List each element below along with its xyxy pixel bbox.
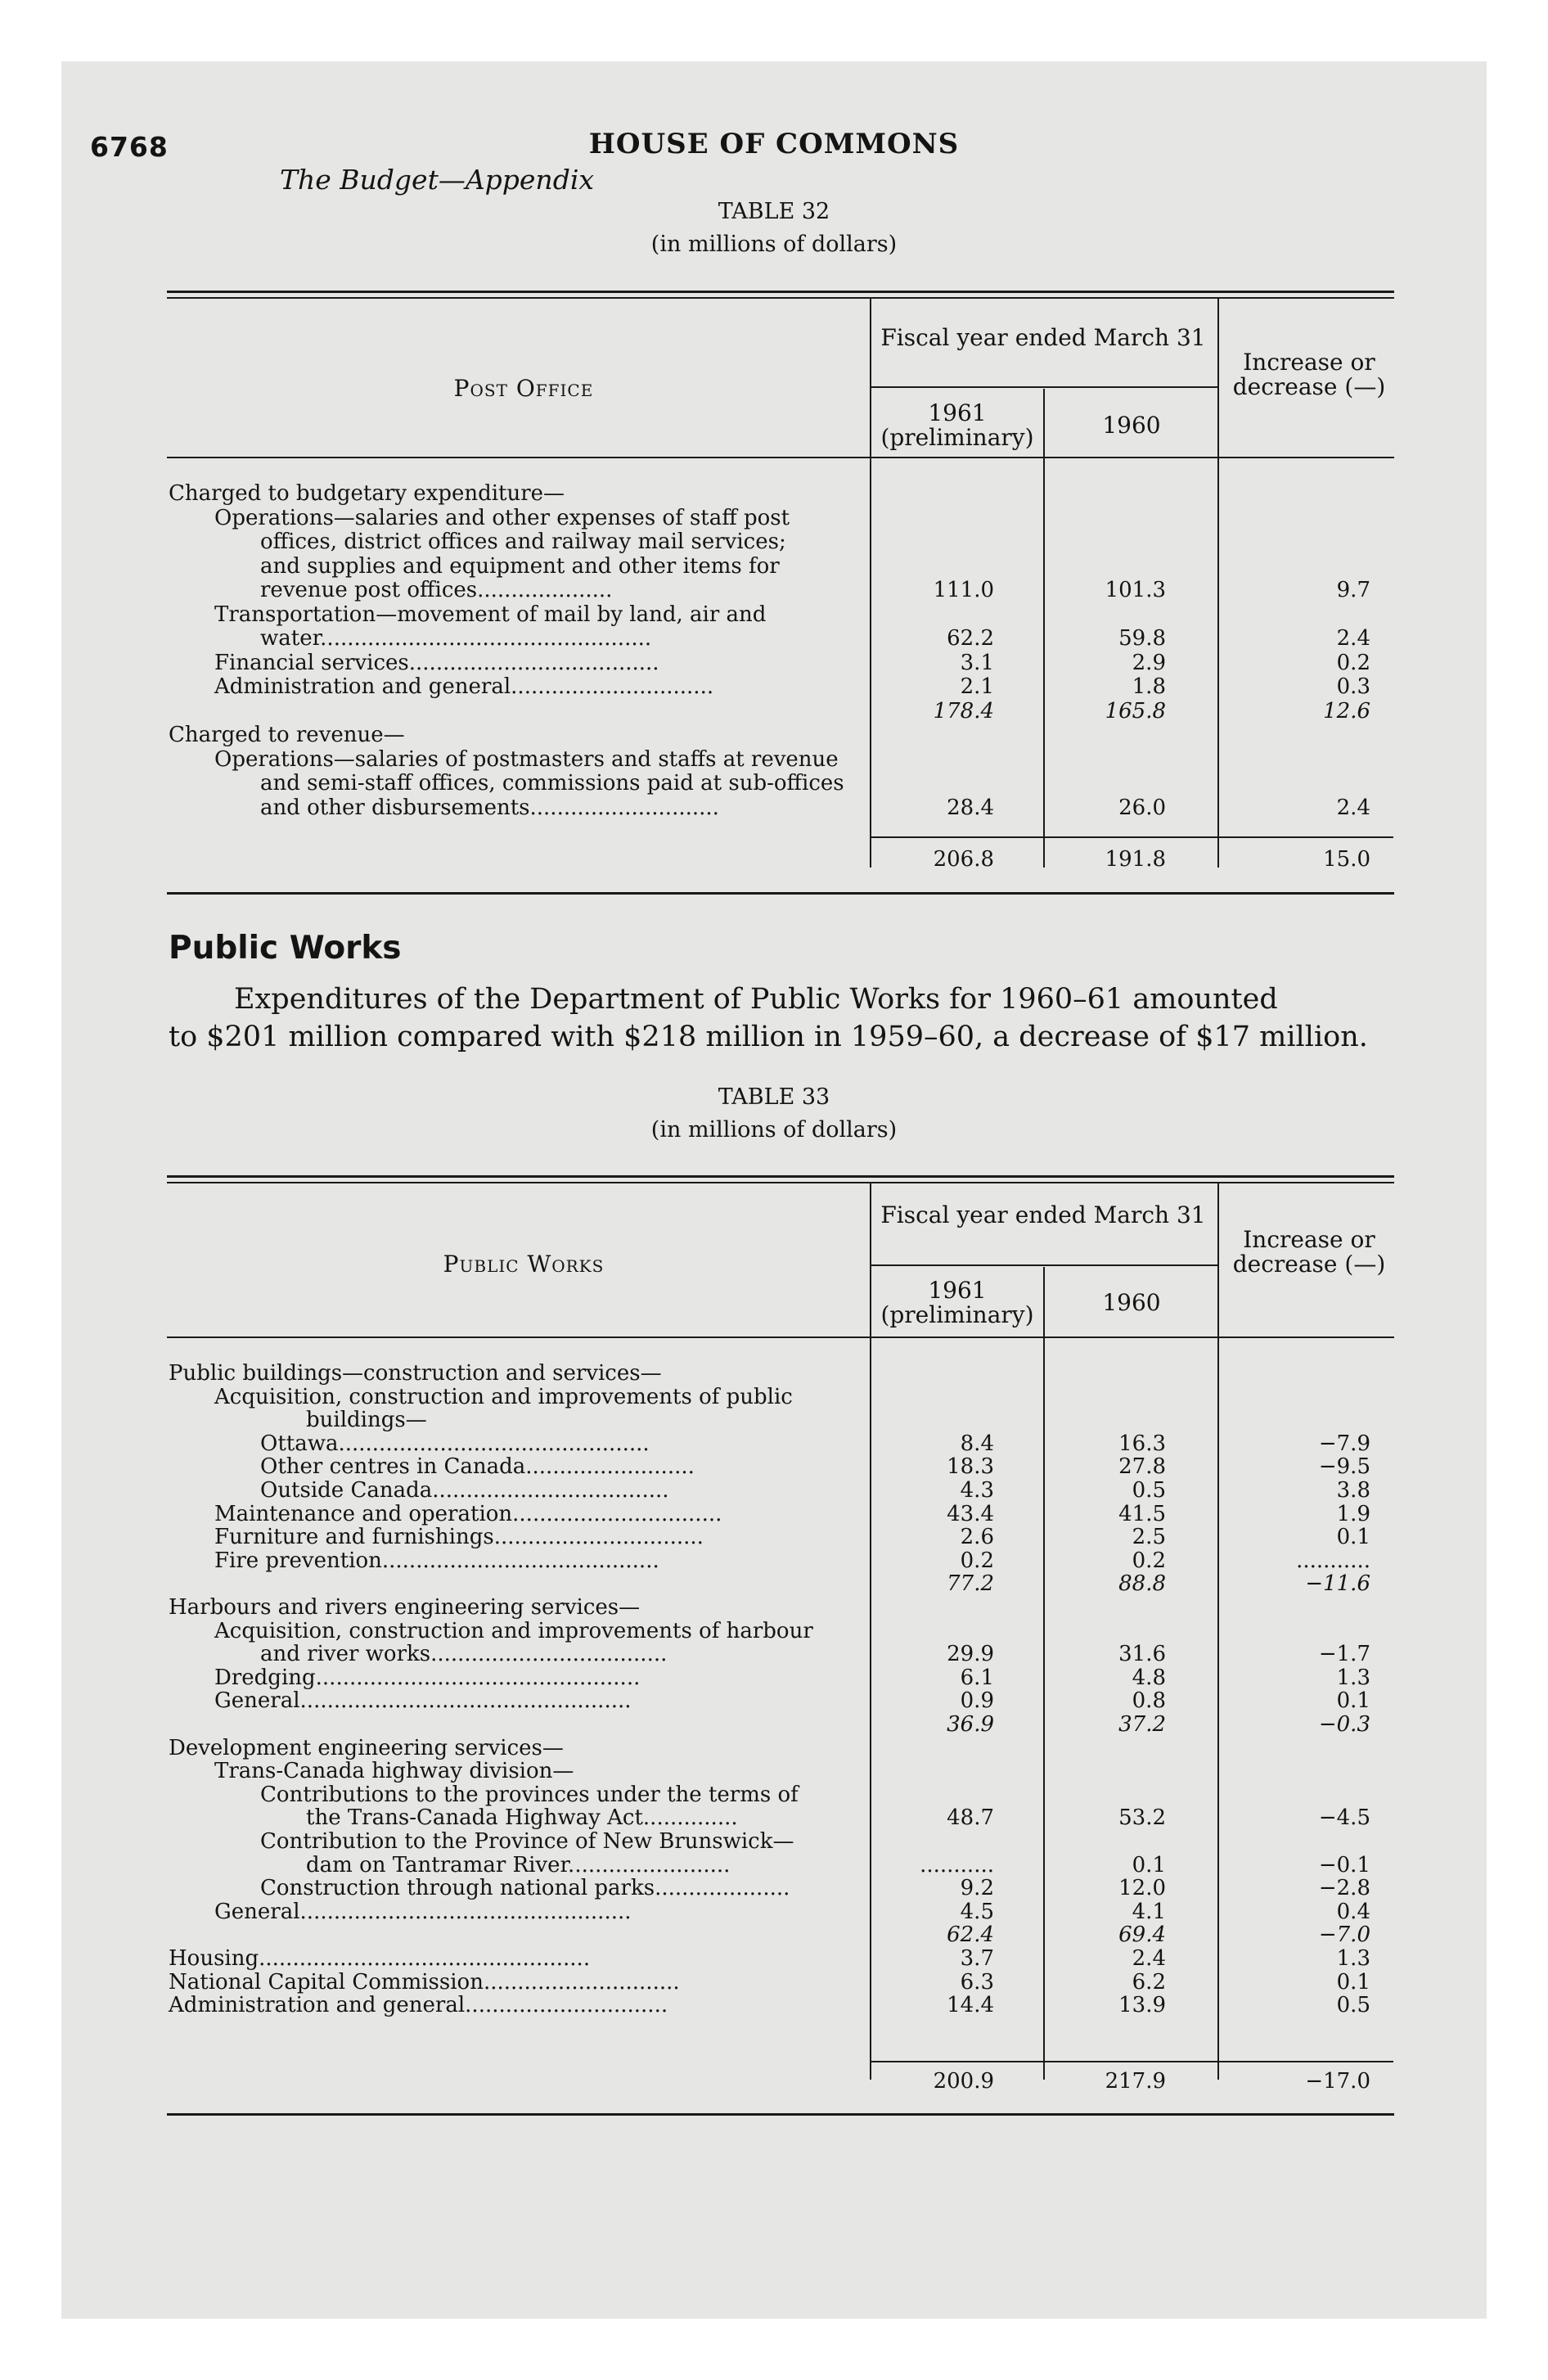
table32-cell-v1960: 101.3 [1105,578,1166,602]
table32-top-rule [167,291,1394,293]
table33-cell-v1961: 48.7 [947,1805,994,1831]
table33-cell-change: −9.5 [1318,1454,1370,1480]
table33-cell-change: −4.5 [1318,1805,1370,1831]
table33-cell-v1961: 29.9 [947,1642,994,1667]
table33-cell-v1961: 43.4 [947,1501,994,1526]
table33-cell-v1960: 88.8 [1118,1571,1166,1597]
table33-total-1960: 217.9 [1105,2069,1166,2094]
table32-cell-change: 9.7 [1336,578,1370,602]
section-paragraph-line2: to $201 million compared with $218 million in 1959–60, a decrease of $17 million. [169,1021,1368,1053]
table33-cell-change: −0.1 [1318,1852,1370,1877]
table33-cell-change: 0.5 [1336,1993,1370,2018]
running-head: The Budget—Appendix [280,164,594,196]
table32-row-label: Operations—salaries and other expenses of staff post [214,505,790,530]
table32-stub-header: Post Office [453,375,594,402]
table33-row-label: Other centres in Canada......................... [260,1454,695,1480]
table33-cell-v1961: 9.2 [960,1876,994,1901]
table33-cell-v1961: 8.4 [960,1431,994,1456]
table32-divider-3 [1217,299,1219,868]
table32-col-change: Increase or decrease (—) [1232,349,1386,400]
table33-cell-v1961: 6.1 [960,1665,994,1690]
table32-cell-change: 2.4 [1336,626,1370,651]
table32-row-label: Administration and general.............................. [214,674,714,699]
table33-cell-v1960: 13.9 [1118,1993,1166,2018]
table33-cell-v1961: 6.3 [960,1969,994,1995]
table33-row-label: Fire prevention......................................... [214,1548,659,1573]
table33-cell-change: −1.7 [1318,1642,1370,1667]
table33-cell-v1960: 16.3 [1118,1431,1166,1456]
table33-divider-3 [1217,1183,1219,2080]
table33-top-rule [167,1175,1394,1178]
table33-row-label: buildings— [306,1408,427,1433]
table33-cell-change: −0.3 [1318,1712,1370,1737]
table33-cell-v1961: 18.3 [947,1454,994,1480]
table32-col-1961: 1961 (preliminary) [880,399,1034,451]
table33-cell-v1961: 62.4 [947,1922,994,1948]
table32-row-label: Charged to revenue— [169,723,405,747]
table33-row-label: and river works................................... [260,1642,668,1667]
table33-cell-change: 0.1 [1336,1688,1370,1714]
table33-caption: TABLE 33 [718,1084,830,1110]
table33-cell-change: −7.9 [1318,1431,1370,1456]
table33-total-1961: 200.9 [933,2069,994,2094]
table33-row-label: Dredging................................................ [214,1665,641,1690]
table32-row-label: and other disbursements............................ [260,795,719,820]
table32-total-1960: 191.8 [1105,847,1166,872]
table33-cell-v1960: 2.4 [1132,1946,1166,1971]
table33-cell-v1960: 0.1 [1132,1852,1166,1877]
table32-row-label: Transportation—movement of mail by land, air and [214,602,767,627]
table33-cell-v1960: 37.2 [1118,1712,1166,1737]
table33-cell-v1960: 31.6 [1118,1642,1166,1667]
table33-cell-change: 0.4 [1336,1899,1370,1924]
table32-cell-v1960: 2.9 [1132,650,1166,675]
table32-row-label: and semi-staff offices, commissions paid at sub-offices [260,771,844,796]
table33-cell-change: −7.0 [1318,1922,1370,1948]
table33-cell-v1961: ........... [920,1852,994,1877]
table32-caption: TABLE 32 [718,199,830,224]
section-heading: Public Works [169,930,402,967]
table33-cell-change: 3.8 [1336,1478,1370,1503]
table33-cell-change: ........... [1296,1548,1370,1573]
table33-cell-v1961: 2.6 [960,1525,994,1550]
table33-cell-change: 1.3 [1336,1946,1370,1971]
section-paragraph-line1: Expenditures of the Department of Public Works for 1960–61 amounted [234,983,1278,1016]
table32-header-rule [167,457,1394,458]
table32-col-group: Fiscal year ended March 31 [880,324,1206,351]
table33-row-label: Furniture and furnishings............................... [214,1525,704,1550]
table33-row-label: Acquisition, construction and improvements of public [214,1384,793,1409]
table32-bottom-rule [167,892,1394,895]
table33-units: (in millions of dollars) [650,1117,898,1143]
table33-row-label: Construction through national parks.................... [260,1876,790,1901]
table33-row-label: Outside Canada................................... [260,1478,669,1503]
table33-cell-v1960: 0.2 [1132,1548,1166,1573]
table33-row-label: Administration and general.............................. [169,1993,668,2018]
table33-cell-change: −11.6 [1305,1571,1370,1597]
table33-row-label: General................................................. [214,1688,632,1714]
table33-row-label: Maintenance and operation............................... [214,1501,722,1526]
table33-cell-v1960: 0.8 [1132,1688,1166,1714]
table32-cell-change: 0.2 [1336,650,1370,675]
table33-cell-change: −2.8 [1318,1876,1370,1901]
table33-cell-v1960: 2.5 [1132,1525,1166,1550]
table32-cell-v1960: 1.8 [1132,674,1166,699]
table32-cell-v1960: 26.0 [1118,795,1166,820]
table33-cell-v1961: 3.7 [960,1946,994,1971]
table32-row-label: Financial services..................................... [214,650,659,675]
table33-row-label: the Trans-Canada Highway Act.............. [306,1805,738,1831]
page-title: HOUSE OF COMMONS [588,128,960,160]
table33-row-label: Harbours and rivers engineering services— [169,1595,641,1620]
table33-cell-v1960: 69.4 [1118,1922,1166,1948]
table33-col-1960: 1960 [1102,1289,1161,1316]
table32-row-label: Operations—salaries of postmasters and staffs at revenue [214,746,839,772]
table33-cell-v1961: 0.9 [960,1688,994,1714]
table33-row-label: Contributions to the provinces under the terms of [260,1782,799,1807]
table32-row-label: and supplies and equipment and other items for [260,553,780,579]
table32-top-rule-2 [167,297,1394,299]
table32-total-change: 15.0 [1323,847,1370,872]
table33-cell-change: 0.1 [1336,1969,1370,1995]
table32-row-label: offices, district offices and railway mail services; [260,530,786,554]
table33-cell-v1961: 0.2 [960,1548,994,1573]
table32-cell-change: 0.3 [1336,674,1370,699]
table33-cell-v1960: 41.5 [1118,1501,1166,1526]
table32-cell-v1961: 178.4 [933,698,994,723]
table33-total-change: −17.0 [1305,2069,1370,2094]
table32-total-rule [870,836,1393,838]
table33-stub-header: Public Works [443,1251,605,1278]
table33-cell-change: 1.3 [1336,1665,1370,1690]
table33-cell-v1961: 4.5 [960,1899,994,1924]
table32-cell-v1961: 28.4 [947,795,994,820]
table32-cell-v1961: 62.2 [947,626,994,651]
table33-cell-v1960: 4.1 [1132,1899,1166,1924]
table32-subheader-rule [870,386,1217,388]
table32-total-1961: 206.8 [933,847,994,872]
table33-row-label: Ottawa.............................................. [260,1431,650,1456]
table33-cell-v1960: 53.2 [1118,1805,1166,1831]
table33-row-label: National Capital Commission............................. [169,1969,680,1995]
table33-row-label: Contribution to the Province of New Brunswick— [260,1829,794,1854]
table33-cell-change: 0.1 [1336,1525,1370,1550]
table32-cell-v1961: 111.0 [933,578,994,602]
table33-row-label: Housing................................................. [169,1946,591,1971]
table32-row-label: Charged to budgetary expenditure— [169,481,565,506]
table33-cell-v1961: 77.2 [947,1571,994,1597]
table32-cell-change: 2.4 [1336,795,1370,820]
table33-cell-v1960: 12.0 [1118,1876,1166,1901]
table32-cell-v1961: 2.1 [960,674,994,699]
table32-units: (in millions of dollars) [650,232,898,257]
table33-header-rule [167,1336,1394,1338]
table32-row-label: revenue post offices.................... [260,578,613,602]
table32-cell-v1960: 165.8 [1105,698,1166,723]
table32-cell-change: 12.6 [1323,698,1370,723]
table33-cell-v1961: 14.4 [947,1993,994,2018]
table33-row-label: Acquisition, construction and improvements of harbour [214,1618,813,1643]
table32-cell-v1960: 59.8 [1118,626,1166,651]
table33-row-label: dam on Tantramar River........................ [306,1852,731,1877]
table33-cell-change: 1.9 [1336,1501,1370,1526]
table33-cell-v1960: 4.8 [1132,1665,1166,1690]
table33-col-change: Increase or decrease (—) [1232,1226,1386,1278]
table33-col-1961: 1961 (preliminary) [880,1277,1034,1328]
table33-subheader-rule [870,1264,1217,1266]
table33-row-label: Development engineering services— [169,1735,564,1760]
table33-cell-v1961: 36.9 [947,1712,994,1737]
table33-row-label: Trans-Canada highway division— [214,1759,574,1784]
table33-bottom-rule [167,2113,1394,2116]
table32-row-label: water................................................. [260,626,652,651]
table33-total-rule [870,2061,1393,2062]
table32-cell-v1961: 3.1 [960,650,994,675]
table33-top-rule-2 [167,1182,1394,1183]
table33-col-group: Fiscal year ended March 31 [880,1201,1206,1228]
table33-cell-v1960: 27.8 [1118,1454,1166,1480]
table33-cell-v1961: 4.3 [960,1478,994,1503]
table33-cell-v1960: 6.2 [1132,1969,1166,1995]
table33-row-label: Public buildings—construction and services— [169,1361,662,1386]
table33-cell-v1960: 0.5 [1132,1478,1166,1503]
table32-col-1960: 1960 [1102,412,1161,439]
page-number: 6768 [90,131,169,163]
table33-row-label: General................................................. [214,1899,632,1924]
